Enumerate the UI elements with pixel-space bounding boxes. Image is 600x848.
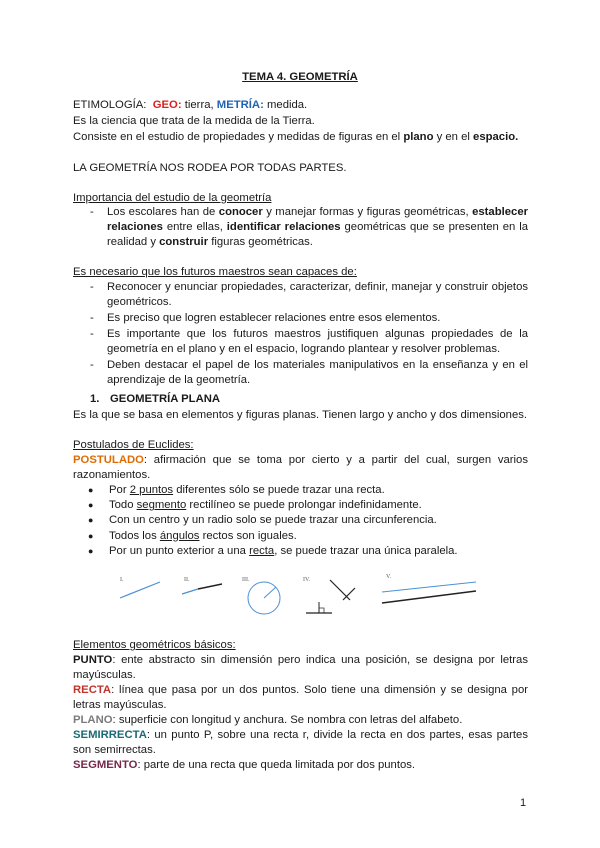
parallel-line [382, 582, 476, 592]
intro-line-1: Es la ciencia que trata de la medida de la Tierra. [73, 115, 315, 127]
list-item [73, 529, 528, 544]
section-title: GEOMETRÍA PLANA [110, 393, 221, 405]
etymology-label: ETIMOLOGÍA: [73, 99, 147, 111]
postulado-term: POSTULADO [73, 454, 144, 466]
semirrecta-definition [73, 728, 528, 759]
list-item: - Es importante que los futuros maestros justifiquen algunas propiedades de la geometría en el plano y en el espacio, logrando plantear y resolver problemas. [73, 327, 528, 357]
geo-definition: tierra, [184, 99, 214, 111]
punto-term: PUNTO [73, 654, 113, 666]
text: y manejar formas y figuras geométricas, [266, 206, 469, 218]
plano-term: PLANO [73, 714, 113, 726]
text: diferentes sólo se puede trazar una recta. [176, 484, 385, 496]
plano-def: : superficie con longitud y anchura. Se nombra con letras del alfabeto. [112, 714, 463, 726]
text: entre ellas, [166, 221, 223, 234]
basics-heading: Elementos geométricos básicos: [73, 639, 236, 651]
text: Por [109, 484, 127, 496]
figure-label: I. [120, 577, 124, 583]
importance-heading: Importancia del estudio de la geometría [73, 192, 272, 204]
radius-mark [264, 587, 276, 598]
plano-definition [73, 713, 528, 728]
base-line [382, 591, 476, 603]
text: , se puede trazar una única paralela. [274, 544, 458, 557]
list-item: - Deben destacar el papel de los materiales manipulativos en la enseñanza y en el aprendizaje de la geometría. [73, 358, 528, 388]
metria-definition: medida. [267, 99, 308, 111]
intro-line-2 [73, 130, 528, 145]
section-number: 1. [90, 393, 100, 405]
underlined-text: segmento [136, 499, 187, 512]
postulate-definition [73, 453, 528, 484]
figure-1 [120, 577, 160, 598]
segmento-term: SEGMENTO [73, 759, 138, 771]
recta-definition [73, 683, 528, 714]
importance-list [73, 205, 528, 251]
semirrecta-def: : un punto P, sobre una recta r, divide la recta en dos partes, esas partes son semirrectas. [73, 729, 528, 757]
list-item: - Es preciso que logren establecer relaciones entre esos elementos. [73, 311, 528, 326]
intro-text-2: y en el [436, 131, 470, 143]
punto-def: : ente abstracto sin dimensión pero indica una posición, se designa por letras mayúsculas. [73, 654, 528, 682]
text: Por un punto exterior a una [109, 544, 246, 557]
line-mark [120, 582, 160, 598]
figure-4 [303, 577, 355, 613]
page-number: 1 [520, 797, 527, 809]
intro-plano: plano [403, 131, 434, 143]
text: Todo [109, 499, 134, 512]
list-item [73, 205, 528, 251]
postulates-heading: Postulados de Euclides: [73, 439, 194, 451]
list-item [73, 544, 528, 559]
slogan: LA GEOMETRÍA NOS RODEA POR TODAS PARTES. [73, 162, 347, 174]
section-text: Es la que se basa en elementos y figuras planas. Tienen largo y ancho y dos dimensiones. [73, 409, 528, 421]
bold-text: conocer [218, 206, 263, 218]
text: geométricas que se presenten en la realidad y [107, 221, 529, 249]
postulates-list [73, 483, 528, 559]
list-item [73, 498, 528, 513]
figure-label: V. [386, 574, 392, 580]
text: rectilíneo se puede prolongar indefinidamente. [189, 499, 422, 512]
recta-def: : línea que pasa por un dos puntos. Solo tiene una dimensión y se designa por letras mayúsculas. [73, 684, 528, 712]
figure-2 [182, 577, 222, 594]
list-item: ● Con un centro y un radio solo se puede trazar una circunferencia. [73, 513, 528, 528]
segmento-def: : parte de una recta que queda limitada por dos puntos. [137, 759, 416, 771]
punto-definition [73, 653, 528, 684]
page-title: TEMA 4. GEOMETRÍA [242, 71, 358, 83]
text: Todos los [109, 529, 157, 542]
postulado-def: : afirmación que se toma por cierto y a partir del cual, surgen varios razonamientos. [73, 454, 528, 482]
segment-extension-left [182, 589, 198, 594]
etymology-line [73, 98, 528, 113]
section-heading [90, 393, 220, 405]
underlined-text: recta [249, 544, 275, 557]
teachers-list [73, 280, 528, 388]
right-angle-mark [319, 608, 324, 613]
figure-label: IV. [303, 577, 311, 583]
geo-term: GEO: [152, 99, 182, 111]
intro-text: Consiste en el estudio de propiedades y medidas de figuras en el [73, 131, 401, 143]
list-item [73, 483, 528, 498]
segmento-definition [73, 758, 528, 773]
euclid-postulate-figures [110, 570, 490, 618]
underlined-text: ángulos [159, 529, 200, 542]
angle-line-1 [330, 580, 350, 600]
intro-espacio: espacio. [473, 131, 519, 143]
bold-text: construir [159, 236, 209, 249]
text: rectos son iguales. [202, 529, 297, 542]
bold-text: establecer relaciones [107, 206, 529, 234]
segment-mark [198, 584, 222, 589]
text: Los escolares han de [107, 206, 216, 218]
metria-term: METRÍA: [216, 99, 264, 111]
figure-5 [382, 574, 476, 603]
bold-text: identificar relaciones [226, 221, 341, 234]
list-item: - Reconocer y enunciar propiedades, caracterizar, definir, manejar y construir objetos geométricos. [73, 280, 528, 310]
recta-term: RECTA [73, 684, 112, 696]
figure-3 [242, 577, 280, 614]
underlined-text: 2 puntos [129, 484, 174, 496]
teachers-heading: Es necesario que los futuros maestros sean capaces de: [73, 266, 357, 278]
text: figuras geométricas. [211, 236, 313, 249]
figure-label: II. [184, 577, 190, 583]
figure-label: III. [242, 577, 250, 583]
semirrecta-term: SEMIRRECTA [73, 729, 147, 741]
